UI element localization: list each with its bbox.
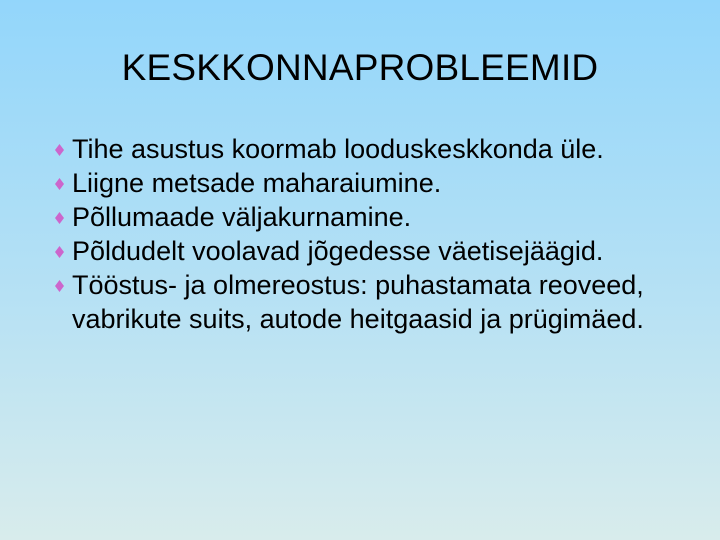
bullet-item-4 xyxy=(44,234,694,268)
bullet-text: Põldudelt voolavad jõgedesse väetisejäägid. xyxy=(72,236,604,266)
bullet-list xyxy=(44,132,694,336)
bullet-item-2 xyxy=(44,166,694,200)
diamond-bullet-icon xyxy=(55,246,64,258)
bullet-item-3 xyxy=(44,200,694,234)
bullet-text: Liigne metsade maharaiumine. xyxy=(72,168,442,198)
bullet-text: Põllumaade väljakurnamine. xyxy=(72,202,412,232)
bullet-text: Tööstus- ja olmereostus: puhastamata reoveed, vabrikute suits, autode heitgaasid ja prügimäed. xyxy=(72,270,644,334)
bullet-item-1 xyxy=(44,132,694,166)
diamond-bullet-icon xyxy=(55,178,64,190)
bullet-item-5 xyxy=(44,268,694,336)
diamond-bullet-icon xyxy=(55,212,64,224)
bullet-text: Tihe asustus koormab looduskeskkonda üle. xyxy=(72,134,604,164)
diamond-bullet-icon xyxy=(55,280,64,292)
diamond-bullet-icon xyxy=(55,144,64,156)
slide-title: KESKKONNAPROBLEEMID xyxy=(121,47,599,88)
